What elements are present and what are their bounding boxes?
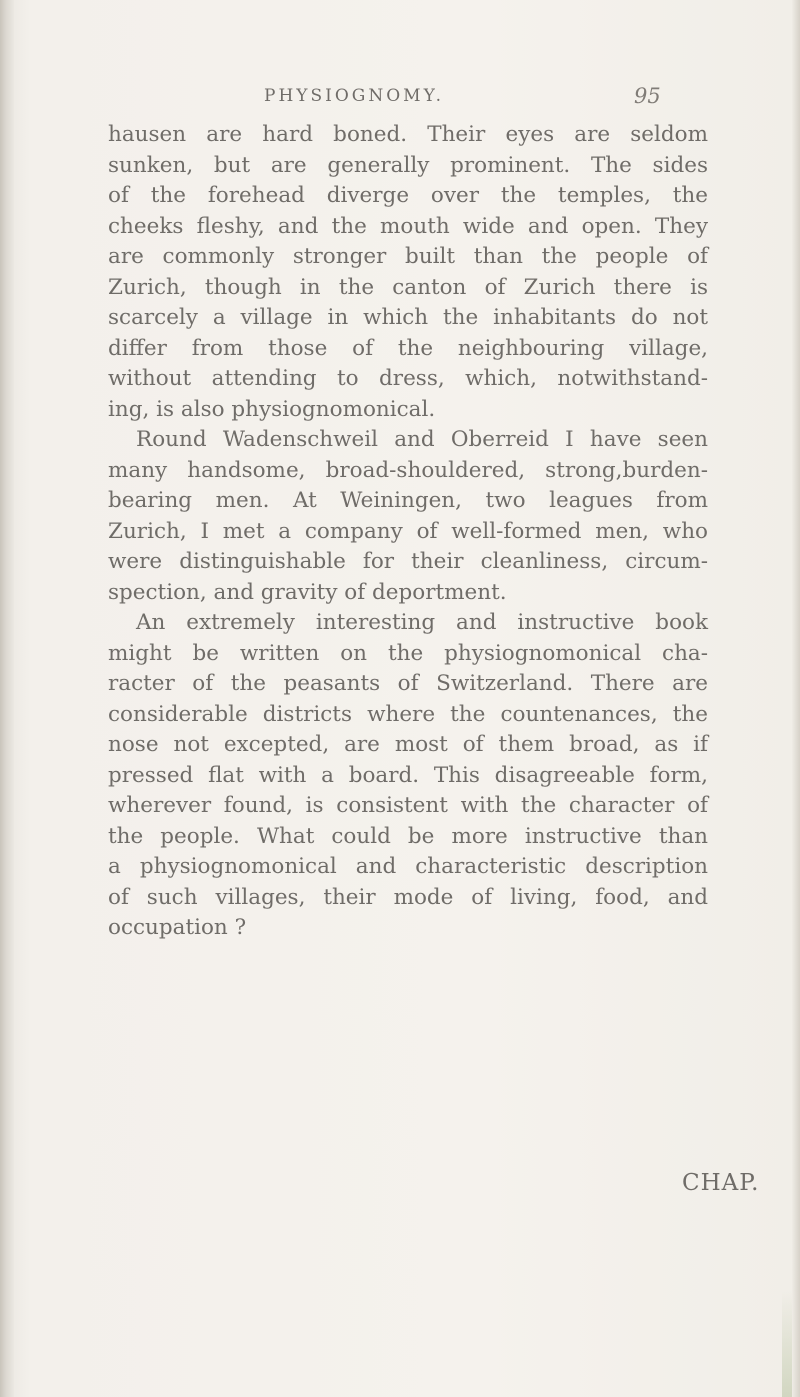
- text-line: Round Wadenschweil and Oberreid I have seen: [136, 427, 708, 452]
- text-line: without attending to dress, which, notwithstand-: [108, 366, 708, 391]
- text-line: ing, is also physiognomonical.: [108, 396, 436, 422]
- page-stain: [782, 1290, 792, 1397]
- text-line: the people. What could be more instructive than: [108, 823, 708, 849]
- text-line: scarcely a village in which the inhabitants do not: [108, 305, 708, 330]
- text-line: considerable districts where the countenances, the: [108, 701, 708, 727]
- page-edge: [792, 0, 800, 1397]
- text-line: might be written on the physiognomonical cha-: [108, 640, 708, 666]
- text-line: Zurich, I met a company of well-formed men, who: [108, 518, 708, 544]
- text-line: hausen are hard boned. Their eyes are seldom: [108, 122, 708, 147]
- text-line: are commonly stronger built than the people of: [108, 244, 708, 269]
- text-line: many handsome, broad-shouldered, strong,burden-: [108, 457, 708, 483]
- text-line: spection, and gravity of deportment.: [108, 579, 507, 605]
- page-header: [264, 86, 664, 116]
- page-number: 95: [634, 84, 661, 108]
- text-line: racter of the peasants of Switzerland. There are: [108, 671, 708, 696]
- text-line: sunken, but are generally prominent. The sides: [108, 152, 708, 178]
- text-line: were distinguishable for their cleanliness, circum-: [108, 549, 708, 574]
- running-title: PHYSIOGNOMY.: [264, 86, 445, 106]
- text-line: cheeks fleshy, and the mouth wide and open. They: [108, 213, 708, 239]
- text-line: An extremely interesting and instructive book: [136, 610, 708, 635]
- page-gutter: [0, 0, 14, 1397]
- catchword: CHAP.: [682, 1170, 760, 1196]
- text-line: Zurich, though in the canton of Zurich there is: [108, 274, 708, 300]
- text-line: differ from those of the neighbouring village,: [108, 335, 708, 361]
- text-line: occupation ?: [108, 915, 247, 940]
- text-line: wherever found, is consistent with the character of: [108, 793, 708, 818]
- text-line: pressed flat with a board. This disagreeable form,: [108, 762, 708, 788]
- text-line: bearing men. At Weiningen, two leagues from: [108, 488, 708, 513]
- body-text: [108, 120, 708, 944]
- text-line: a physiognomonical and characteristic description: [108, 854, 708, 879]
- text-line: of the forehead diverge over the temples, the: [108, 183, 708, 208]
- text-line: nose not excepted, are most of them broad, as if: [108, 732, 708, 757]
- text-line: of such villages, their mode of living, food, and: [108, 884, 708, 910]
